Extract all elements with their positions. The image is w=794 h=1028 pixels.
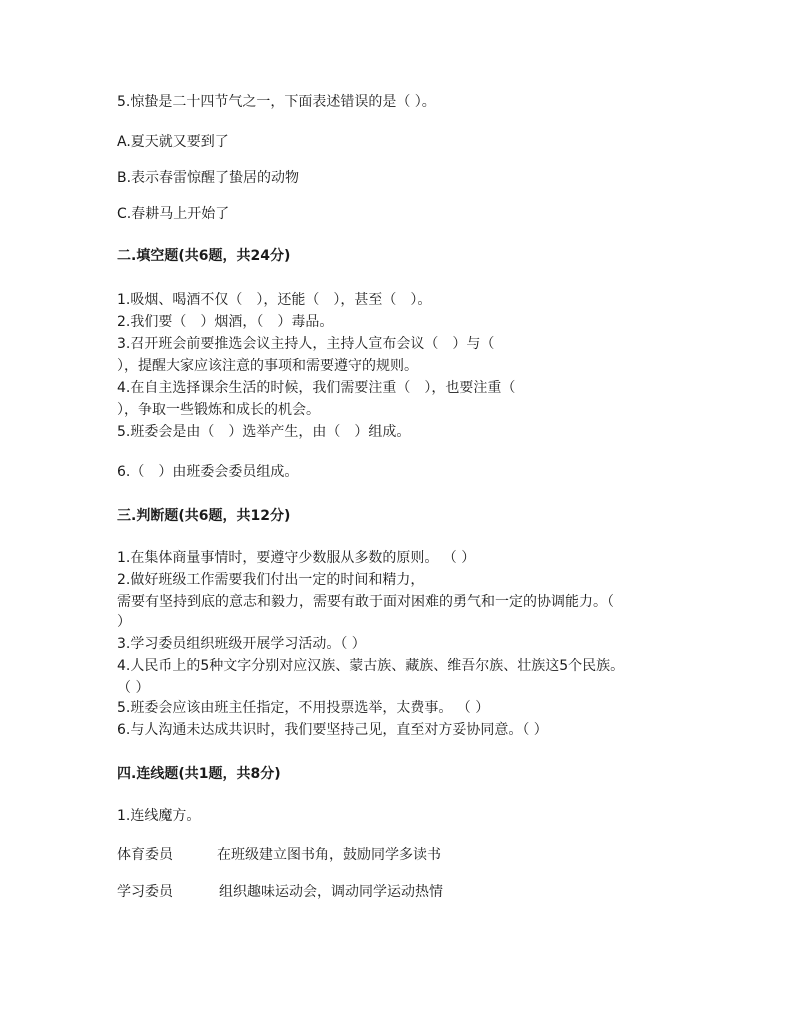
- s2-line-1: 1.吸烟、喝酒不仅（ ），还能（ ），甚至（ ）。: [117, 292, 432, 308]
- q5-option-c: C.春耕马上开始了: [117, 206, 230, 222]
- match-left-item: 体育委员: [117, 847, 173, 863]
- match-row: [117, 882, 517, 902]
- q5-option-a: A.夏天就又要到了: [117, 134, 229, 150]
- s3-line-4-paren: （ ）: [117, 680, 150, 696]
- s3-line-1: 1.在集体商量事情时，要遵守少数服从多数的原则。 （ ）: [117, 550, 476, 566]
- match-right-item: 组织趣味运动会，调动同学运动热情: [219, 884, 443, 900]
- section2-title: 二.填空题(共6题，共24分): [117, 248, 291, 264]
- s3-line-4: 4.人民币上的5种文字分别对应汉族、蒙古族、藏族、维吾尔族、壮族这5个民族。: [117, 658, 625, 674]
- s3-line-2-cont: 需要有坚持到底的意志和毅力，需要有敢于面对困难的勇气和一定的协调能力。（: [117, 594, 614, 610]
- s2-line-3-cont: ），提醒大家应该注意的事项和需要遵守的规则。: [117, 358, 418, 374]
- s2-line-4: 4.在自主选择课余生活的时候，我们需要注重（ ），也要注重（: [117, 380, 516, 396]
- s2-line-2: 2.我们要（ ）烟酒，（ ）毒品。: [117, 314, 334, 330]
- s3-line-2-paren: ）: [117, 614, 131, 630]
- q5-stem: 5.惊蛰是二十四节气之一，下面表述错误的是（ ）。: [117, 94, 436, 110]
- match-left-item: 学习委员: [117, 884, 173, 900]
- s3-line-6: 6.与人沟通未达成共识时，我们要坚持己见，直至对方妥协同意。（ ）: [117, 722, 548, 738]
- s3-line-5: 5.班委会应该由班主任指定，不用投票选举，太费事。 （ ）: [117, 700, 490, 716]
- s2-line-5: 5.班委会是由（ ）选举产生，由（ ）组成。: [117, 424, 411, 440]
- match-right-item: 在班级建立图书角，鼓励同学多读书: [217, 847, 441, 863]
- s2-line-3: 3.召开班会前要推选会议主持人，主持人宣布会议（ ）与（: [117, 336, 495, 352]
- q5-option-b: B.表示春雷惊醒了蛰居的动物: [117, 170, 300, 186]
- s4-question: 1.连线魔方。: [117, 808, 201, 824]
- s3-line-3: 3.学习委员组织班级开展学习活动。（ ）: [117, 636, 366, 652]
- section4-title: 四.连线题(共1题，共8分): [117, 766, 281, 782]
- match-row: [117, 845, 517, 865]
- s2-line-6: 6.（ ）由班委会委员组成。: [117, 464, 299, 480]
- section3-title: 三.判断题(共6题，共12分): [117, 508, 291, 524]
- s3-line-2: 2.做好班级工作需要我们付出一定的时间和精力，: [117, 572, 425, 588]
- s2-line-4-cont: ），争取一些锻炼和成长的机会。: [117, 402, 320, 418]
